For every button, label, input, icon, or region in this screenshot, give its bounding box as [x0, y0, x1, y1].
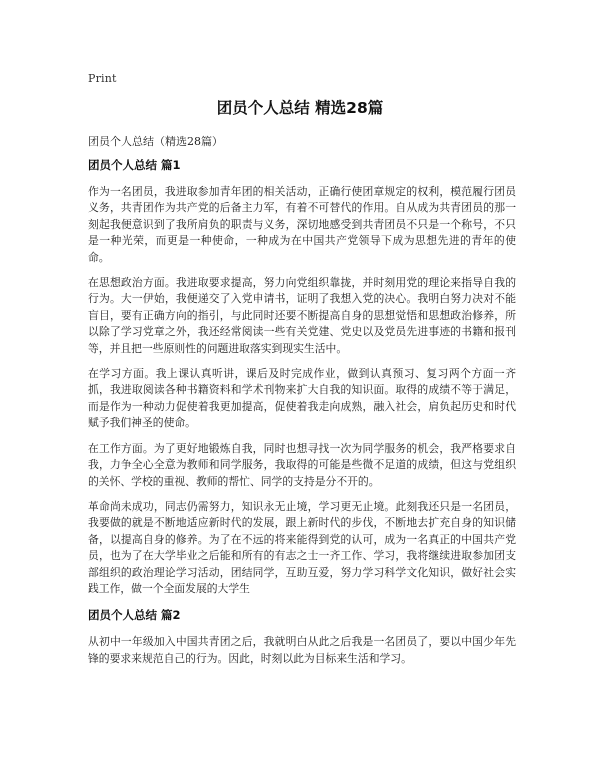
document-subtitle: 团员个人总结（精选28篇） — [88, 135, 223, 148]
paragraph: 作为一名团员，我进取参加青年团的相关活动，正确行使团章规定的权利，模范履行团员义务，共青团作为共产党的后备主力军，有着不可替代的作用。自从成为共青团员的那一刻起我便意识到了我所肩负的职责与义务，深切地感受到共青团员不只是一个称号，不只是一种光荣，而更是一种使命，一种成为在中国共产党领导下成为思想先进的青年的使命。 — [88, 185, 516, 264]
paragraph: 在思想政治方面。我进取要求提高，努力向党组织靠拢，并时刻用党的理论来指导自我的行为。大一伊始，我便递交了入党申请书，证明了我想入党的决心。我明白努力决对不能盲目，要有正确方向的指引，与此同时还要不断提高自身的思想觉悟和思想政治修养，所以除了学习党章之外，我还经常阅读一些有关党建、党史以及党员先进事迹的书籍和报刊等，并且把一些原则性的问题进取落实到现实生活中。 — [88, 276, 516, 355]
paragraph: 在学习方面。我上课认真听讲，课后及时完成作业，做到认真预习、复习两个方面一齐抓，我进取阅读各种书籍资料和学术刊物来扩大自我的知识面。取得的成绩不等于满足，而是作为一种动力促使着我更加提高，促使着我走向成熟，融入社会，肩负起历史和时代赋予我们神圣的使命。 — [88, 367, 516, 430]
paragraph: 革命尚未成功，同志仍需努力，知识永无止境，学习更无止境。此刻我还只是一名团员，我要做的就是不断地适应新时代的发展，跟上新时代的步伐，不断地去扩充自身的知识储备，以提高自身的修养。为了在不远的将来能得到党的认可，成为一名真正的中国共产党员，也为了在大学毕业之后能和所有的有志之士一齐工作、学习，我将继续进取参加团支部组织的政治理论学习活动，团结同学，互助互爱，努力学习科学文化知识，做好社会实践工作，做一个全面发展的大学生 — [88, 499, 516, 595]
section-1 — [88, 156, 516, 597]
section-heading: 团员个人总结 篇2 — [88, 608, 181, 623]
section-2 — [88, 606, 516, 667]
paragraph: 在工作方面。为了更好地锻炼自我，同时也想寻找一次为同学服务的机会，我严格要求自我，力争全心全意为教师和同学服务，我取得的可能是些微不足道的成绩，但这与党组织的关怀、学校的重视、教师的帮忙、同学的支持是分不开的。 — [88, 441, 516, 488]
section-heading: 团员个人总结 篇1 — [88, 158, 181, 172]
document-body — [88, 156, 516, 676]
page-title: 团员个人总结 精选28篇 — [216, 99, 384, 117]
print-link[interactable]: Print — [88, 72, 117, 85]
paragraph: 从初中一年级加入中国共青团之后，我就明白从此之后我是一名团员了，要以中国少年先锋的要求来规范自己的行为。因此，时刻以此为目标来生活和学习。 — [88, 635, 516, 665]
